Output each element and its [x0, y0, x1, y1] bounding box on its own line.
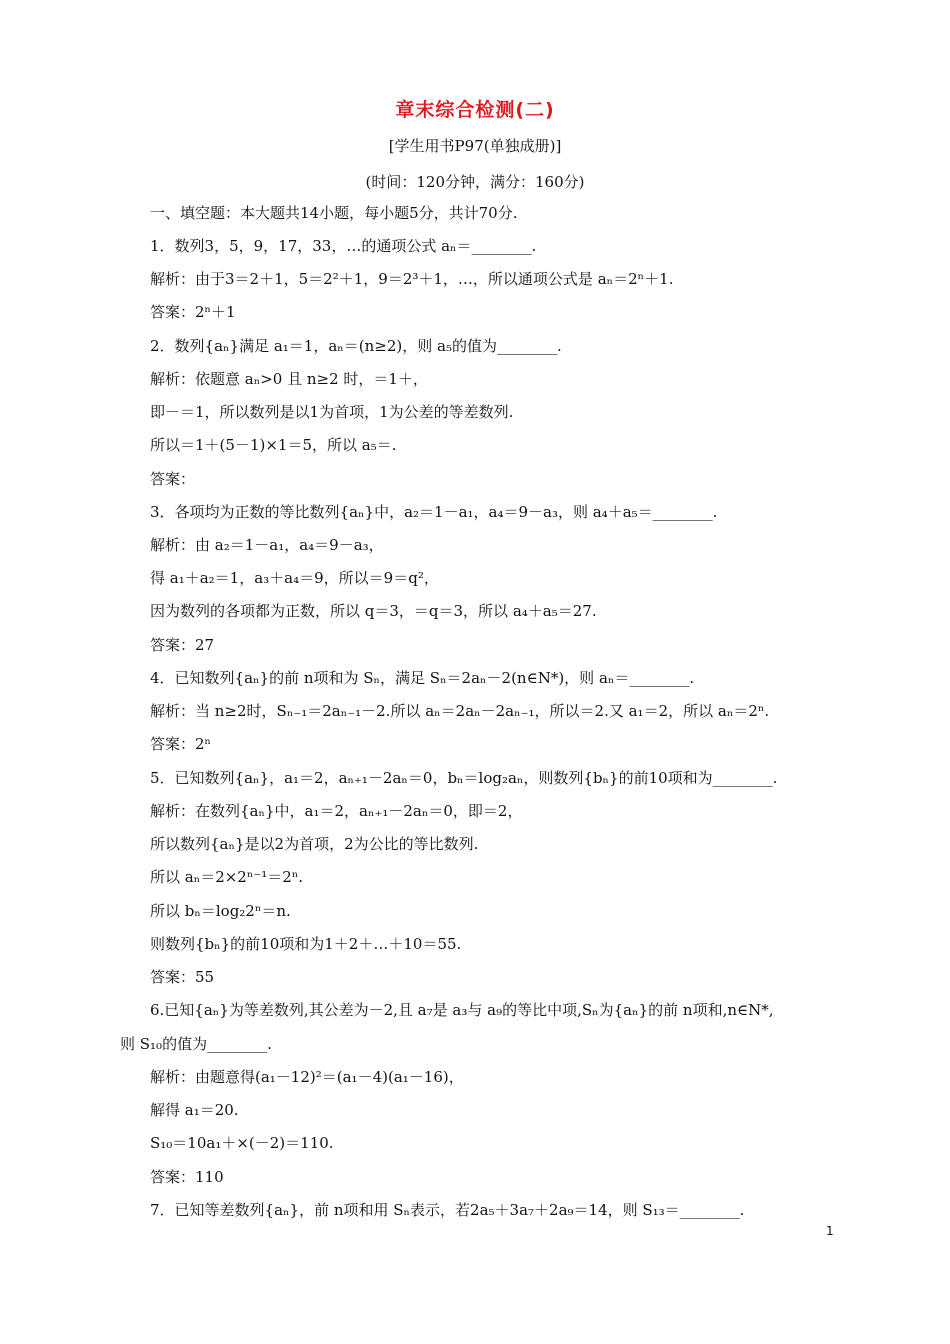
- page-title: 章末综合检测(二): [395, 99, 555, 121]
- section-heading: 一、填空题：本大题共14小题，每小题5分，共计70分.: [150, 204, 518, 222]
- answer-line: 答案：110: [150, 1168, 224, 1186]
- solution-line: 解析：依题意 aₙ>0 且 n≥2 时，＝1＋，: [150, 370, 428, 388]
- answer-line: 答案：: [150, 470, 196, 488]
- question-4: 4．已知数列{aₙ}的前 n项和为 Sₙ，满足 Sₙ＝2aₙ－2(n∈N*)，则 aₙ＝________.: [150, 669, 695, 687]
- solution-line: 解析：在数列{aₙ}中，a₁＝2，aₙ₊₁－2aₙ＝0，即＝2，: [150, 802, 523, 820]
- solution-line: 所以 aₙ＝2×2ⁿ⁻¹＝2ⁿ.: [150, 868, 304, 886]
- question-3: 3．各项均为正数的等比数列{aₙ}中，a₂＝1－a₁，a₄＝9－a₃，则 a₄＋a₅＝________.: [150, 503, 718, 521]
- solution-line: 所以＝1＋(5－1)×1＝5，所以 a₅＝.: [150, 436, 397, 454]
- answer-line: 答案：27: [150, 636, 215, 654]
- solution-line: 解析：由题意得(a₁－12)²＝(a₁－4)(a₁－16)，: [150, 1068, 464, 1086]
- page-number: 1: [826, 1224, 834, 1238]
- solution-line: 得 a₁＋a₂＝1，a₃＋a₄＝9，所以＝9＝q²，: [150, 569, 439, 587]
- page-subtitle: [学生用书P97(单独成册)]: [388, 137, 562, 155]
- solution-line: 所以 bₙ＝log₂2ⁿ＝n.: [150, 902, 291, 920]
- question-5: 5．已知数列{aₙ}，a₁＝2，aₙ₊₁－2aₙ＝0，bₙ＝log₂aₙ，则数列{bₙ}的前10项和为________.: [150, 769, 778, 787]
- question-7: 7．已知等差数列{aₙ}，前 n项和用 Sₙ表示，若2a₅＋3a₇＋2a₉＝14，则 S₁₃＝________.: [150, 1201, 745, 1219]
- time-info: (时间：120分钟，满分：160分): [365, 173, 585, 191]
- solution-line: 所以数列{aₙ}是以2为首项，2为公比的等比数列.: [150, 835, 479, 853]
- solution-line: 即－＝1，所以数列是以1为首项，1为公差的等差数列.: [150, 403, 514, 421]
- question-1: 1．数列3，5，9，17，33，…的通项公式 aₙ＝________.: [150, 237, 537, 255]
- solution-line: 解析：由于3＝2＋1，5＝2²＋1，9＝2³＋1，…，所以通项公式是 aₙ＝2ⁿ＋1.: [150, 270, 674, 288]
- question-6-continued: 则 S₁₀的值为________.: [120, 1035, 272, 1053]
- solution-line: 解析：由 a₂＝1－a₁，a₄＝9－a₃，: [150, 536, 384, 554]
- solution-line: 则数列{bₙ}的前10项和为1＋2＋…＋10＝55.: [150, 935, 462, 953]
- answer-line: 答案：55: [150, 968, 215, 986]
- answer-line: 答案：2ⁿ＋1: [150, 303, 236, 321]
- solution-line: 解析：当 n≥2时，Sₙ₋₁＝2aₙ₋₁－2.所以 aₙ＝2aₙ－2aₙ₋₁，所以＝2.又 a₁＝2，所以 aₙ＝2ⁿ.: [150, 702, 770, 720]
- solution-line: 解得 a₁＝20.: [150, 1101, 239, 1119]
- answer-line: 答案：2ⁿ: [150, 735, 212, 753]
- question-2: 2．数列{aₙ}满足 a₁＝1，aₙ＝(n≥2)，则 a₅的值为________.: [150, 337, 562, 355]
- question-6: 6.已知{aₙ}为等差数列,其公差为－2,且 a₇是 a₃与 a₉的等比中项,Sₙ为{aₙ}的前 n项和,n∈N*,: [150, 1001, 774, 1019]
- solution-line: 因为数列的各项都为正数，所以 q＝3，＝q＝3，所以 a₄＋a₅＝27.: [150, 602, 597, 620]
- solution-line: S₁₀＝10a₁＋×(－2)＝110.: [150, 1134, 334, 1152]
